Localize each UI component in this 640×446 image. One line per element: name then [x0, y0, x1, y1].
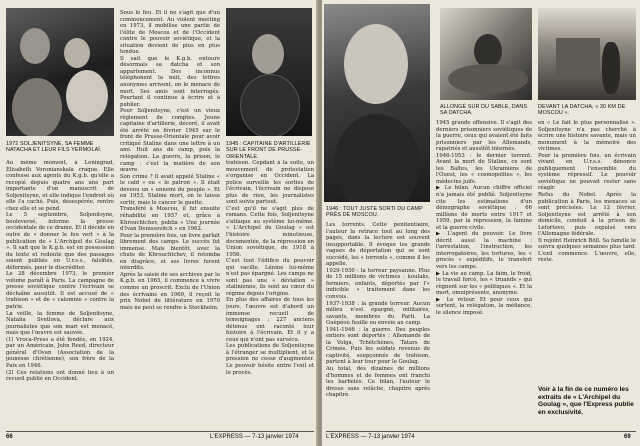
left-article-column-3: trahison. Cepdant à la suite, un mouvement de protestation s'organise en Occident. La police surveille les sorties de l'écrivain, l'écrivain ne dispose plus de rien, les journalistes sont suivis partout. C'est qu'il ne s'agit plus de romans. Cette fois, Soljenitsyne s'attaque au système lui-même. « L'Archipel du Goulag » est l'histoire minutieuse, documentée, de la répression en Union soviétique, de 1918 à 1956. C'est tout l'édifice du pouvoir qui vacille. Lénine lui-même n'est pas épargné. Les camps ne sont pas une « déviation » stalinienne, ils sont au cœur du régime depuis l'origine. En plus des affaires de tous les jours, l'œuvre est d'abord un immense recueil de témoignages : 227 anciens détenus ont raconté leur histoire à l'écrivain. Et il y a ceux qui n'ont pas survécu. Les publications de Soljenitsyne à l'étranger se multiplient, et la pression ne cesse d'augmenter. Le pouvoir hésite entre l'exil et le procès. — [226, 160, 314, 376]
right-article-column-3: en « Le fait le plus personnalisé ». Soljenitsyne n'a pas cherché à écrire une histoire savante, mais un monument à la mémoire des victimes. Pour la première fois, un écrivain vivant en U.r.s.s. dénonce publiquement l'ensemble du système répressif. Le pouvoir soviétique ne pouvait rester sans réagir. Refus du Nobel. Après la publication à Paris, les menaces se sont précisées. Le 12 février, Soljenitsyne est arrêté à son domicile, conduit à la prison de Lefortovo, puis expulsé vers l'Allemagne fédérale. Il rejoint Heinrich Böll. Sa famille le suivra quelques semaines plus tard. L'exil commence. L'œuvre, elle, reste. — [538, 120, 636, 264]
right-page-number: 69 — [624, 434, 631, 440]
dacha-photo — [538, 8, 636, 100]
caption-family-photo: 1972 SOLJENITSYNE, SA FEMME NATACHA ET LEUR FILS YERMOLAÏ. — [6, 141, 102, 154]
left-page-number: 66 — [6, 434, 13, 440]
right-page — [322, 0, 640, 446]
caption-dacha-photo: DEVANT LA DATCHA, « 30 KM DE MOSCOU ». — [538, 104, 626, 117]
caption-portrait-photo: 1946 : TOUT JUSTE SORTI DU CAMP PRÈS DE MOSCOU. — [326, 206, 423, 219]
right-magazine-footer: L'EXPRESS — 7-13 janvier 1974 — [326, 434, 415, 440]
footer-rule — [6, 431, 314, 432]
caption-sand-photo: ALLONGÉ SUR DU SABLE, DANS SA DATCHA. — [440, 104, 528, 117]
left-page — [0, 0, 318, 446]
caption-artillery-photo: 1945 : CAPITAINE D'ARTILLERIE SUR LE FRONT DE PRUSSE-ORIENTALE. — [226, 141, 311, 160]
left-article-column-2: Sous le feu. Et il ne s'agit que d'un commencement. Au violent meeting en 1973, il mobilise une partie de l'élite de Moscou et de l'Occident contre le pouvoir soviétique, et la situation devient de plus en plus tendue. Il sait que le K.g.b. entoure désormais sa datcha et son appartement. Des inconnus téléphonent la nuit, des lettres anonymes arrivent, on le menace de mort. Ses amis sont interrogés. Pourtant il continue à écrire et à publier. Pour Soljenitsyne, c'est un vieux règlement de comptes. Jeune capitaine d'artillerie, décoré, il avait été arrêté en février 1945 sur le front de Prusse-Orientale pour avoir critiqué Staline dans une lettre à un ami. Huit ans de camp, puis la relégation. La guerre, la prison, le camp : c'est la matière de son œuvre. Son crime ? Il avait appelé Staline « le caïd » ou « le patron ». Il était devenu un « ennemi du peuple ». Et en 1953, Staline mort, on le laisse sortir, mais le cancer le guette. Transféré à Moscou, il fut ensuite réhabilité en 1957 et, grâce à Khrouchtchev, publia « Une journée d'Ivan Denissovitch » en 1962. Pour la première fois, un livre parlait librement des camps. Le succès fut immense. Mais bientôt, avec la chute de Khrouchtchev, il retomba en disgrâce, et ses livres furent interdits. Après la saisie de ses archives par le K.g.b. en 1965, il commence à vivre comme un proscrit. Exclu de l'Union des écrivains en 1969, il reçoit le prix Nobel de littérature en 1970 mais ne peut se rendre à Stockholm. — [120, 10, 220, 311]
left-article-column-1: Au même moment, à Leningrad, Elisabeth Voronianskaïa craque. Elle confesse aux agents du K.g.b. qu'elle a recopié depuis quatre ans une part importante d'un manuscrit de Soljenitsyne, et elle indique l'endroit où elle l'a caché. Puis, désespérée, rentre chez elle et se pend. Le 5 septembre, Soljenitsyne, bouleversé, informe la presse occidentale de ce drame. Et il décide en outre de « donner le feu vert » à la publication de « L'Archipel du Goulag ». Il sait que le K.g.b. est en possession du texte et redoute que des passages soient publiés en U.r.s.s., falsifiés, déformés, pour le discréditer. Le 28 décembre 1973, le premier volume paraît à Paris. La campagne de presse soviétique contre l'écrivain se déchaîne aussitôt. Il est accusé de « trahison » et de « calomnie » contre la patrie. La veille, la femme de Soljenitsyne, Natalia Svetlova, déclare aux journalistes que son mari est menacé, mais que l'œuvre est sauvée. (1) Vroca-Press a été fondée, en 1924, par un Américain, John Reed, directeur général d'Ovan (Association de la jeunesse chrétienne), son frère de la Paix en 1946. (2) Ces relations ont donné lieu à un recueil publié en Occident. — [6, 160, 114, 383]
right-article-column-2: 1945 grande offensive. Il s'agit des derniers prisonniers soviétiques de la guerre, ceux qui avaient été faits prisonniers par les Allemands, rapatriés et aussitôt internés. 1946-1953 : le dernier torrent. Avant la mort de Staline, ce sont les Baltes, les Ukrainiens de l'Ouest, les « cosmopolites », les médecins juifs. ▶ Le bilan. Aucun chiffre officiel n'a jamais été publié. Soljenitsyne cite les estimations d'un démographe soviétique : 66 millions de morts entre 1917 et 1959, par la répression, la famine et la guerre civile. ▶ L'agent du pouvoir. Le livre décrit aussi la machine : l'arrestation, l'instruction, les interrogatoires, les tortures, les « procès » expéditifs, le transfert vers les camps. ▶ La vie au camp. La faim, le froid, le travail forcé, les « truands » qui règnent sur les « politiques ». Et la mort, omniprésente, anonyme. ▶ Le retour. Et pour ceux qui sortent, la relégation, la méfiance, le silence imposé. — [436, 120, 532, 316]
right-article-column-1: Les torrents. Cette penitentiaire, l'auteur la retrace tout au long des pages, dans la lecture est souvent insupportable. Il évoque les grands vagues de déportation qui se sont succédé, les « torrents », comme il les appelle. 1929-1930 : la terreur paysanne. Plus de 15 millions de victimes : koulaks, fermiers, enfants, déportés par l'« indicible » traitement dans les convois. 1937-1938 : la grande terreur. Aucun milieu n'est épargné, militaires, savants, membres du Parti. La Guépéou fusille ou envoie au camp. 1941-1946 : la guerre. Des peuples entiers sont déportés : Allemands de la Volga, Tchétchènes, Tatars de Crimée. Puis les soldats revenus de captivité, soupçonnés de trahison, partent à leur tour pour le Goulag. Au total, des dizaines de millions d'hommes et de femmes ont franchi les barbelés. Ce bilan, l'auteur le dresse sans relâche, chapitre après chapitre. — [326, 222, 430, 399]
footer-rule — [326, 431, 636, 432]
artillery-captain-photo — [226, 8, 312, 136]
left-magazine-footer: L'EXPRESS — 7-13 janvier 1974 — [210, 434, 299, 440]
sand-photo — [440, 8, 532, 100]
family-photo — [6, 8, 114, 136]
portrait-photo — [324, 4, 430, 202]
goulag-promo: Voir à la fin de ce numéro les extraits de « L'Archipel du Goulag », que l'Express publie en exclusivité. — [538, 386, 634, 416]
